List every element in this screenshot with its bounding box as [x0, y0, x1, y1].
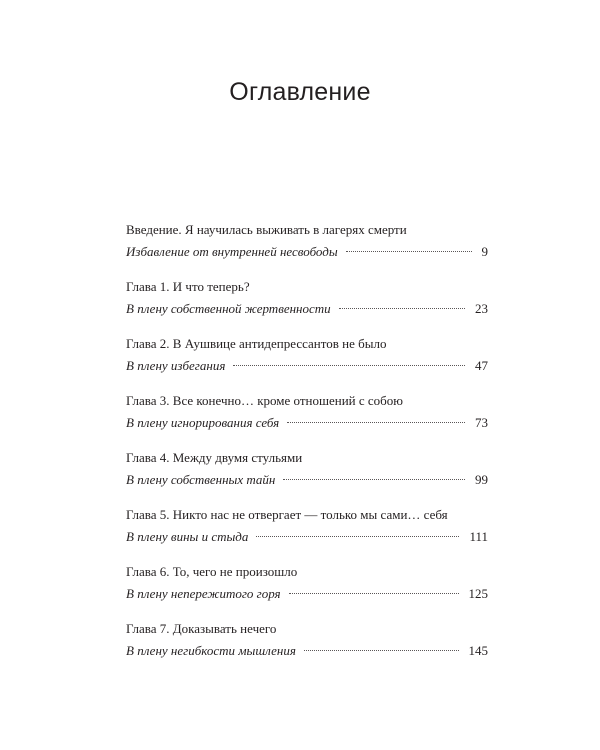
chapter-subtitle: В плену негибкости мышления: [126, 643, 296, 658]
dot-leader: [233, 365, 465, 366]
chapter-subtitle-row: [126, 526, 488, 548]
chapter-title: Глава 5. Никто нас не отвергает — только мы сами… себя: [126, 507, 448, 522]
chapter-title: Глава 1. И что теперь?: [126, 279, 250, 294]
toc-entry-chapter-4: [126, 447, 488, 504]
chapter-subtitle-row: [126, 469, 488, 491]
dot-leader: [289, 593, 459, 594]
dot-leader: [256, 536, 459, 537]
toc-entry-introduction: [126, 219, 488, 276]
chapter-subtitle-row: [126, 640, 488, 662]
page-number: 99: [475, 472, 488, 487]
dot-leader: [283, 479, 465, 480]
dot-leader: [304, 650, 459, 651]
dot-leader: [346, 251, 472, 252]
toc-entry-chapter-6: [126, 561, 488, 618]
chapter-title: Глава 7. Доказывать нечего: [126, 621, 277, 636]
chapter-title: Введение. Я научилась выживать в лагерях смерти: [126, 222, 407, 237]
chapter-title: Глава 4. Между двумя стульями: [126, 450, 303, 465]
page-title: Оглавление: [229, 78, 371, 106]
page-number: 23: [475, 301, 488, 316]
page-number: 111: [469, 529, 488, 544]
chapter-subtitle-row: [126, 355, 488, 377]
toc-entry-chapter-5: [126, 504, 488, 561]
chapter-title: Глава 6. То, чего не произошло: [126, 564, 298, 579]
chapter-subtitle-row: [126, 241, 488, 263]
page-number: 145: [468, 643, 488, 658]
chapter-subtitle-row: [126, 298, 488, 320]
toc-entry-chapter-2: [126, 333, 488, 390]
chapter-subtitle: В плену вины и стыда: [126, 529, 249, 544]
chapter-subtitle: В плену собственной жертвенности: [126, 301, 331, 316]
toc-entry-chapter-7: [126, 618, 488, 675]
chapter-subtitle-row: [126, 583, 488, 605]
page-number: 9: [481, 244, 488, 259]
chapter-title: Глава 2. В Аушвице антидепрессантов не было: [126, 336, 387, 351]
chapter-subtitle-row: [126, 412, 488, 434]
table-of-contents: [126, 219, 488, 675]
page-number: 47: [475, 358, 488, 373]
chapter-subtitle: В плену собственных тайн: [126, 472, 276, 487]
chapter-subtitle: В плену избегания: [126, 358, 226, 373]
page-number: 125: [468, 586, 488, 601]
chapter-subtitle: В плену игнорирования себя: [126, 415, 280, 430]
dot-leader: [287, 422, 465, 423]
chapter-subtitle: Избавление от внутренней несвободы: [126, 244, 338, 259]
chapter-title: Глава 3. Все конечно… кроме отношений с собою: [126, 393, 404, 408]
toc-entry-chapter-3: [126, 390, 488, 447]
page-number: 73: [475, 415, 488, 430]
dot-leader: [339, 308, 465, 309]
chapter-subtitle: В плену непережитого горя: [126, 586, 281, 601]
toc-entry-chapter-1: [126, 276, 488, 333]
